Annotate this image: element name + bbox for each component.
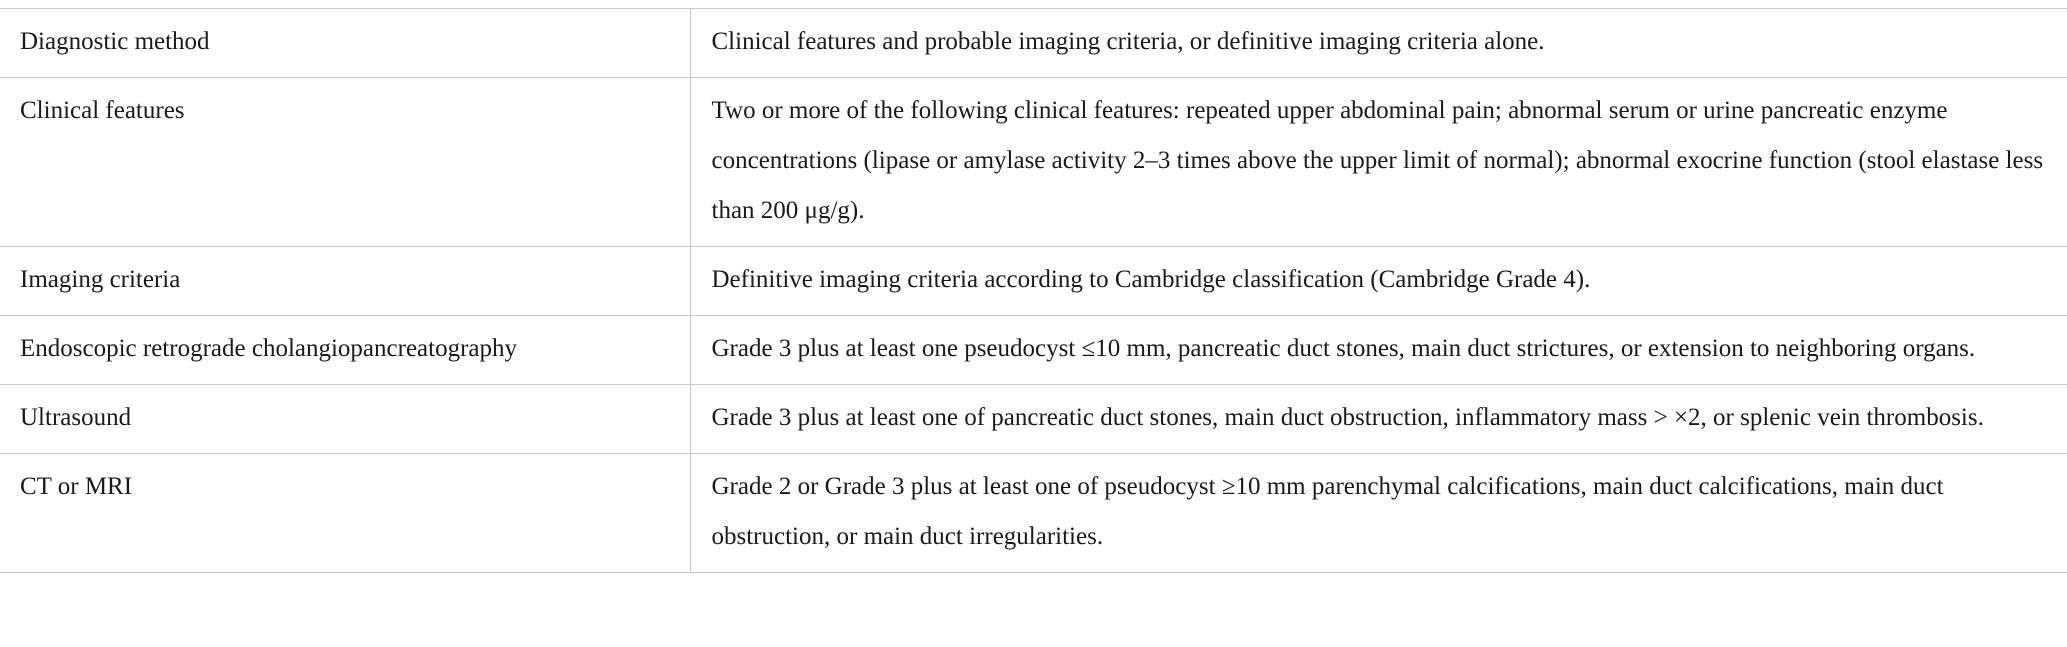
- row-label: Imaging criteria: [0, 247, 690, 316]
- row-label: Endoscopic retrograde cholangiopancreatography: [0, 316, 690, 385]
- row-label: Clinical features: [0, 78, 690, 247]
- table-row: [0, 247, 2067, 316]
- table-row: [0, 385, 2067, 454]
- row-description: Grade 3 plus at least one pseudocyst ≤10 mm, pancreatic duct stones, main duct strictures, or extension to neighboring organs.: [690, 316, 2067, 385]
- row-label: Diagnostic method: [0, 9, 690, 78]
- row-label: Ultrasound: [0, 385, 690, 454]
- row-label: CT or MRI: [0, 454, 690, 573]
- table-row: [0, 78, 2067, 247]
- table-row: [0, 316, 2067, 385]
- criteria-table: [0, 8, 2067, 573]
- table-row: [0, 9, 2067, 78]
- row-description: Grade 2 or Grade 3 plus at least one of pseudocyst ≥10 mm parenchymal calcifications, main duct calcifications, main duct obstruction, or main duct irregularities.: [690, 454, 2067, 573]
- criteria-table-container: [0, 8, 2067, 573]
- row-description: Grade 3 plus at least one of pancreatic duct stones, main duct obstruction, inflammatory mass > ×2, or splenic vein thrombosis.: [690, 385, 2067, 454]
- row-description: Clinical features and probable imaging criteria, or definitive imaging criteria alone.: [690, 9, 2067, 78]
- row-description: Definitive imaging criteria according to Cambridge classification (Cambridge Grade 4).: [690, 247, 2067, 316]
- table-row: [0, 454, 2067, 573]
- row-description: Two or more of the following clinical features: repeated upper abdominal pain; abnormal serum or urine pancreatic enzyme concentrations (lipase or amylase activity 2–3 times above the upper limit of normal); abnormal exocrine function (stool elastase less than 200 μg/g).: [690, 78, 2067, 247]
